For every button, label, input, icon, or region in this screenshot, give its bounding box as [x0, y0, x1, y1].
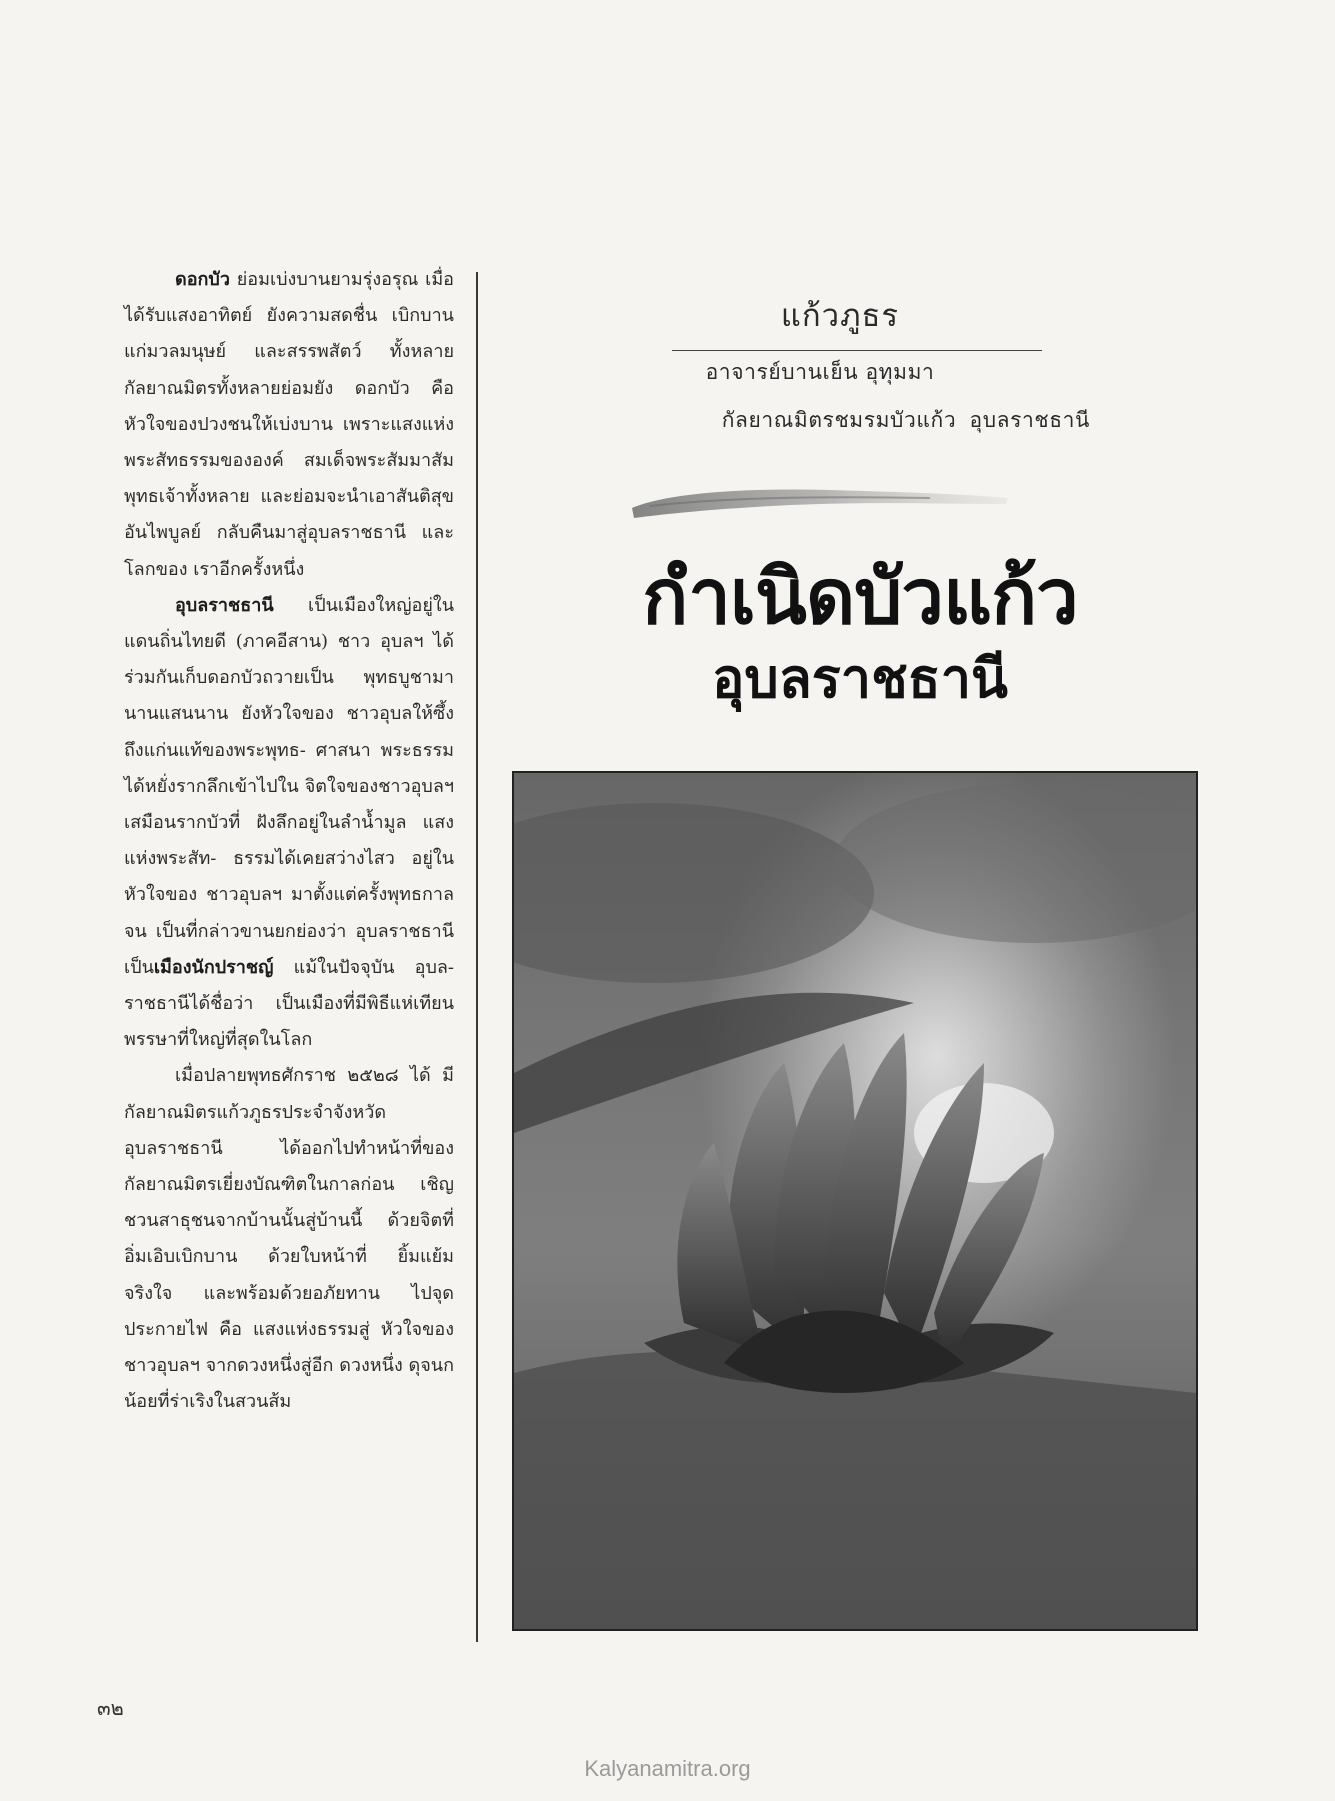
lotus-photo	[512, 771, 1198, 1631]
paragraph-2-text-b: แม้ในปัจจุบัน อุบล- ราชธานีได้ชื่อว่า เป็นเมืองที่มีพิธีแห่เทียน พรรษาที่ใหญ่ที่สุดในโลก	[124, 956, 454, 1051]
author-name: แก้วภูธร	[780, 298, 900, 334]
article-title-line-1: กำเนิดบัวแก้ว	[642, 552, 1078, 641]
paragraph-2-bold: เมืองนักปราชญ์	[153, 956, 274, 978]
lotus-photo-image	[514, 773, 1196, 1629]
author-affiliation-1: อาจารย์บานเย็น อุทุมมา	[705, 360, 935, 384]
paragraph-1-text: ย่อมเบ่งบานยามรุ่งอรุณ เมื่อได้รับแสงอาทิตย์ ยังความสดชื่น เบิกบานแก่มวลมนุษย์ และสรรพสัตว์ ทั้งหลาย กัลยาณมิตรทั้งหลายย่อมยัง ดอกบัว คือ หัวใจของปวงชนให้เบ่งบาน เพราะแสงแห่งพระสัทธรรมขององค์ สมเด็จพระสัมมาสัมพุทธเจ้าทั้งหลาย และย่อมจะนำเอาสันติสุขอันไพบูลย์ กลับคืนมาสู่อุบลราชธานี และโลกของ เราอีกครั้งหนึ่ง	[124, 269, 454, 580]
paragraph-2-text-a: เป็นเมืองใหญ่อยู่ใน แดนถิ่นไทยดี (ภาคอีสาน) ชาว อุบลฯ ได้ร่วมกันเก็บดอกบัวถวายเป็น พุทธบูชามานานแสนนาน ยังหัวใจของ ชาวอุบลให้ซึ้งถึงแก่นแท้ของพระพุทธ- ศาสนา พระธรรมได้หยั่งรากลึกเข้าไปใน จิตใจของชาวอุบลฯ เสมือนรากบัวที่ ฝังลึกอยู่ในลำน้ำมูล แสงแห่งพระสัท- ธรรมได้เคยสว่างไสว อยู่ในหัวใจของ ชาวอุบลฯ มาตั้งแต่ครั้งพุทธกาล จน เป็นที่กล่าวขานยกย่องว่า อุบลราชธานี เป็น	[124, 594, 454, 978]
author-affiliation-2: กัลยาณมิตรชมรมบัวแก้ว อุบลราชธานี	[721, 408, 1090, 432]
paragraph-3: เมื่อปลายพุทธศักราช ๒๕๒๘ ได้ มีกัลยาณมิตรแก้วภูธรประจำจังหวัด อุบลราชธานี ได้ออกไปทำหน้าที่ของ กัลยาณมิตรเยี่ยงบัณฑิตในกาลก่อน เชิญชวนสาธุชนจากบ้านนั้นสู่บ้านนี้ ด้วยจิตที่อิ่มเอิบเบิกบาน ด้วยใบหน้าที่ ยิ้มแย้ม จริงใจ และพร้อมด้วยอภัยทาน ไปจุดประกายไฟ คือ แสงแห่งธรรมสู่ หัวใจของชาวอุบลฯ จากดวงหนึ่งสู่อีก ดวงหนึ่ง ดุจนกน้อยที่ร่าเริงในสวนส้ม	[124, 1065, 454, 1413]
body-text-column	[124, 262, 454, 1421]
author-underline	[672, 350, 1042, 351]
paragraph-2	[124, 588, 454, 1059]
paragraph-1-lead: ดอกบัว	[175, 269, 230, 290]
paragraph-2-lead: อุบลราชธานี	[175, 594, 274, 616]
page-number: ๓๒	[97, 1696, 124, 1720]
paragraph-1	[124, 262, 454, 588]
column-divider	[476, 272, 478, 1642]
brush-stroke-decoration	[630, 478, 1010, 522]
article-title-line-2: อุบลราชธานี	[712, 647, 1008, 710]
source-watermark: Kalyanamitra.org	[584, 1756, 751, 1781]
